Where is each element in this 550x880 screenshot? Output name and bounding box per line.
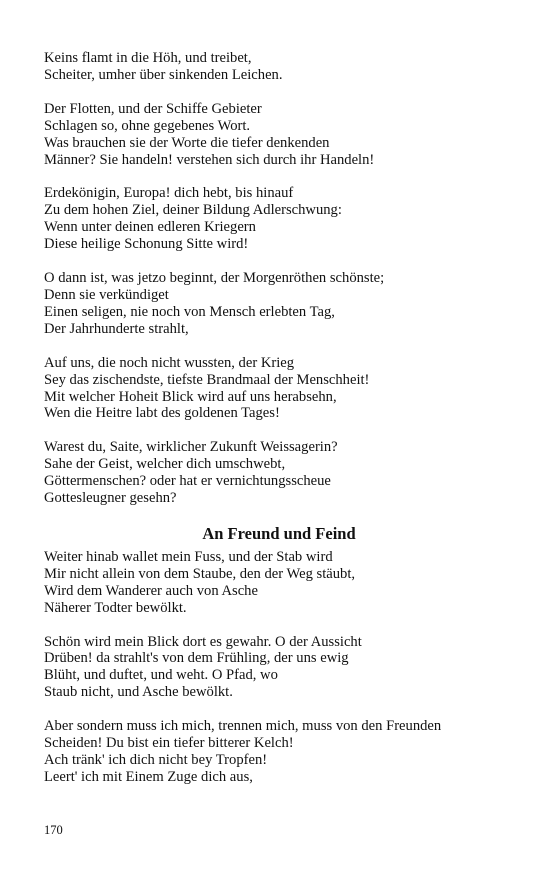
verse-line: Männer? Sie handeln! verstehen sich durch ihr Handeln! [44, 151, 375, 168]
verse-line: Wenn unter deinen edleren Kriegern [44, 219, 256, 236]
verse-line: Auf uns, die noch nicht wussten, der Krieg [44, 354, 295, 371]
stanza [44, 270, 514, 338]
verse-line: Diese heilige Schonung Sitte wird! [44, 236, 249, 253]
verse-line: Erdekönigin, Europa! dich hebt, bis hinauf [44, 185, 294, 202]
page-number: 170 [44, 823, 63, 837]
verse-line: Der Jahrhunderte strahlt, [44, 320, 189, 337]
verse-line: Der Flotten, und der Schiffe Gebieter [44, 100, 262, 117]
poem-an-freund-und-feind [44, 524, 514, 786]
verse-line: Zu dem hohen Ziel, deiner Bildung Adlerschwung: [44, 202, 342, 219]
verse-line: Einen seligen, nie noch von Mensch erlebten Tag, [44, 303, 335, 320]
verse-line: Weiter hinab wallet mein Fuss, und der Stab wird [44, 548, 333, 565]
verse-line: Mir nicht allein von dem Staube, den der Weg stäubt, [44, 565, 356, 582]
stanza [44, 185, 514, 253]
stanza [44, 101, 514, 169]
stanza [44, 355, 514, 423]
stanza [44, 549, 514, 617]
verse-line: Sahe der Geist, welcher dich umschwebt, [44, 456, 286, 473]
verse-line: Keins flamt in die Höh, und treibet, [44, 50, 252, 66]
verse-line: Scheiter, umher über sinkenden Leichen. [44, 66, 283, 83]
verse-line: Näherer Todter bewölkt. [44, 599, 187, 616]
verse-line: Warest du, Saite, wirklicher Zukunft Weissagerin? [44, 439, 338, 456]
stanza [44, 718, 514, 786]
verse-line: Was brauchen sie der Worte die tiefer denkenden [44, 134, 330, 151]
page-body [44, 50, 514, 803]
verse-line: Gottesleugner gesehn? [44, 490, 177, 507]
verse-line: Ach tränk' ich dich nicht bey Tropfen! [44, 752, 268, 768]
poem-title: An Freund und Feind [202, 523, 356, 543]
verse-line: Schlagen so, ohne gegebenes Wort. [44, 117, 251, 134]
verse-line: Scheiden! Du bist ein tiefer bitterer Kelch! [44, 735, 294, 752]
stanza [44, 634, 514, 702]
verse-line: O dann ist, was jetzo beginnt, der Morgenröthen schönste; [44, 270, 385, 287]
verse-line: Staub nicht, und Asche bewölkt. [44, 684, 233, 701]
verse-line: Schön wird mein Blick dort es gewahr. O der Aussicht [44, 633, 362, 650]
stanza [44, 50, 514, 84]
verse-line: Blüht, und duftet, und weht. O Pfad, wo [44, 667, 278, 684]
verse-line: Sey das zischendste, tiefste Brandmaal der Menschheit! [44, 371, 370, 388]
verse-line: Wird dem Wanderer auch von Asche [44, 582, 258, 599]
verse-line: Mit welcher Hoheit Blick wird auf uns herabsehn, [44, 388, 337, 405]
poem-continued [44, 50, 514, 507]
verse-line: Leert' ich mit Einem Zuge dich aus, [44, 768, 253, 785]
verse-line: Denn sie verkündiget [44, 286, 169, 303]
verse-line: Drüben! da strahlt's von dem Frühling, der uns ewig [44, 650, 349, 667]
stanza [44, 439, 514, 507]
verse-line: Göttermenschen? oder hat er vernichtungsscheue [44, 473, 331, 490]
verse-line: Aber sondern muss ich mich, trennen mich, muss von den Freunden [44, 718, 442, 735]
verse-line: Wen die Heitre labt des goldenen Tages! [44, 405, 280, 422]
